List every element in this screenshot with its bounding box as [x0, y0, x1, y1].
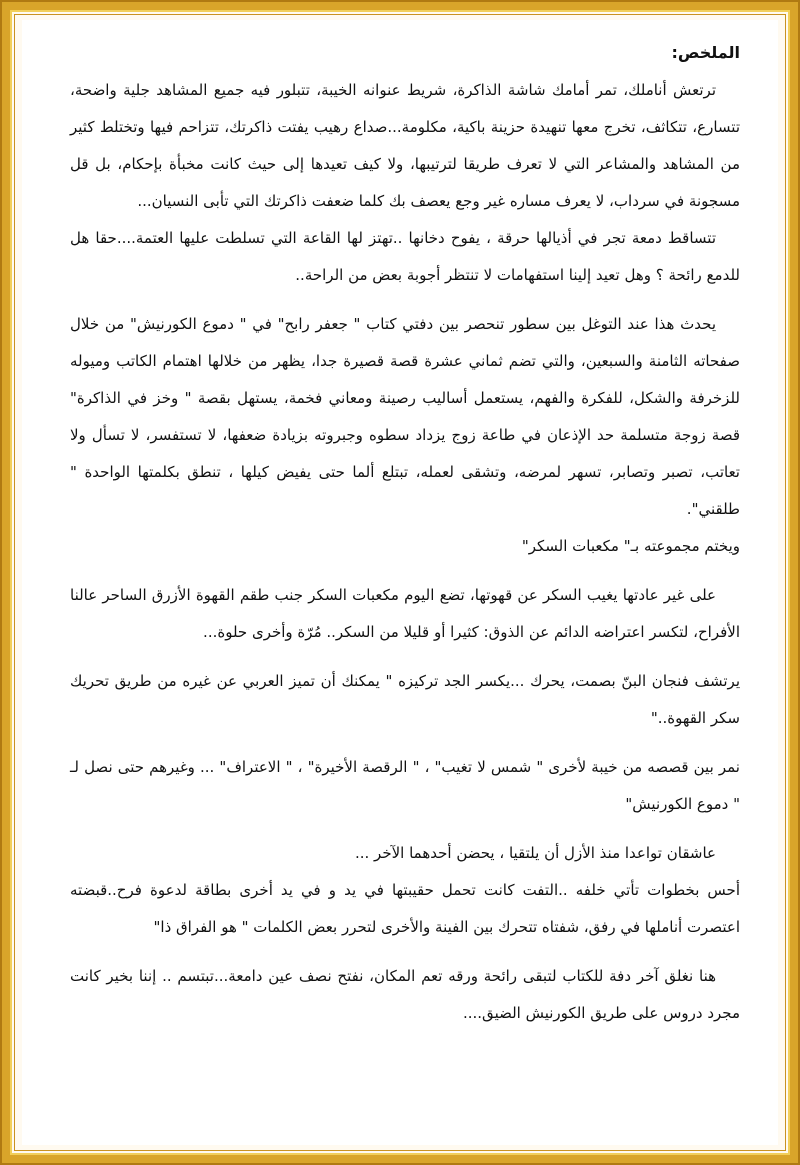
paragraph-6: يرتشف فنجان البنّ بصمت، يحرك ...يكسر الجد تركيزه " يمكنك أن تميز العربي عن غيره من طريق تحريك سكر القهوة.." [70, 672, 740, 727]
paragraph-4: ويختم مجموعته بـ" مكعبات السكر" [521, 537, 740, 555]
paragraph-8: عاشقان تواعدا منذ الأزل أن يلتقيا ، يحضن أحدهما الآخر ... [354, 844, 716, 862]
paragraph-1: ترتعش أناملك، تمر أمامك شاشة الذاكرة، شريط عنوانه الخيبة، تتبلور فيه جميع المشاهد جلية واضحة، تتسارع، تتكاثف، تخرج معها تنهيدة حزينة باكية، مكلومة...صداع رهيب يفتت ذاكرتك، تتزاحم فيها وتختلط كثير من المشاهد والمشاعر التي لا تعرف طريقا لترتيبها، ولا كيف تعيدها إلى حيث كانت مخبأة بإحكام، بل قل مسجونة في سرداب، لا يعرف مساره غير وجع يعصف بك كلما ضعفت ذاكرتك التي تأبى النسيان... [70, 81, 740, 210]
paragraph-7: نمر بين قصصه من خيبة لأخرى " شمس لا تغيب" ، " الرقصة الأخيرة" ، " الاعتراف" ... وغيرهم حتى نصل لـ " دموع الكورنيش" [70, 758, 740, 813]
paragraph-2: تتساقط دمعة تجر في أذيالها حرقة ، يفوح دخانها ..تهتز لها القاعة التي تسلطت عليها العتمة....حقا هل للدمع رائحة ؟ وهل تعيد إلينا استفهامات لا تنتظر أجوبة بعض من الراحة.. [70, 229, 740, 284]
summary-heading: الملخص: [671, 43, 740, 62]
document-page [22, 20, 778, 1145]
paragraph-5: على غير عادتها يغيب السكر عن قهوتها، تضع اليوم مكعبات السكر جنب طقم القهوة الأزرق الساحر عالنا الأفراح، لتكسر اعتراضه الدائم عن الذوق: كثيرا أو قليلا من السكر.. مُرّة وأخرى حلوة... [70, 586, 740, 641]
paragraph-9: أحس بخطوات تأتي خلفه ..التفت كانت تحمل حقيبتها في يد و في يد أخرى بطاقة لدعوة فرح..قبضته اعتصرت أناملها في رفق، شفتاه تتحرك بين الفينة والأخرى لتحرر بعض الكلمات " هو الفراق ذا" [70, 881, 740, 936]
paragraph-10: هنا نغلق آخر دفة للكتاب لتبقى رائحة ورقه تعم المكان، نفتح نصف عين دامعة...تبتسم .. إننا بخير كانت مجرد دروس على طريق الكورنيش الضيق.... [70, 967, 740, 1022]
paragraph-3: يحدث هذا عند التوغل بين سطور تنحصر بين دفتي كتاب " جعفر رابح" في " دموع الكورنيش" من خلال صفحاته الثامنة والسبعين، والتي تضم ثماني عشرة قصة قصيرة جدا، يظهر من خلالها اهتمام الكاتب وميوله للزخرفة والشكل، للفكرة والفهم، يستعمل أساليب رصينة ومعاني فخمة، يستهل بقصة " وخز في الذاكرة" قصة زوجة متسلمة حد الإذعان في طاعة زوج يزداد سطوه وجبروته بزيادة ضعفها، لا تستفسر، لا تسأل ولا تعاتب، تصبر وتصابر، تسهر لمرضه، وتشقى لعمله، تبتلع ألما حتى يفيض كيلها ، تنطق بكلمتها الواحدة " طلقني". [70, 315, 740, 518]
